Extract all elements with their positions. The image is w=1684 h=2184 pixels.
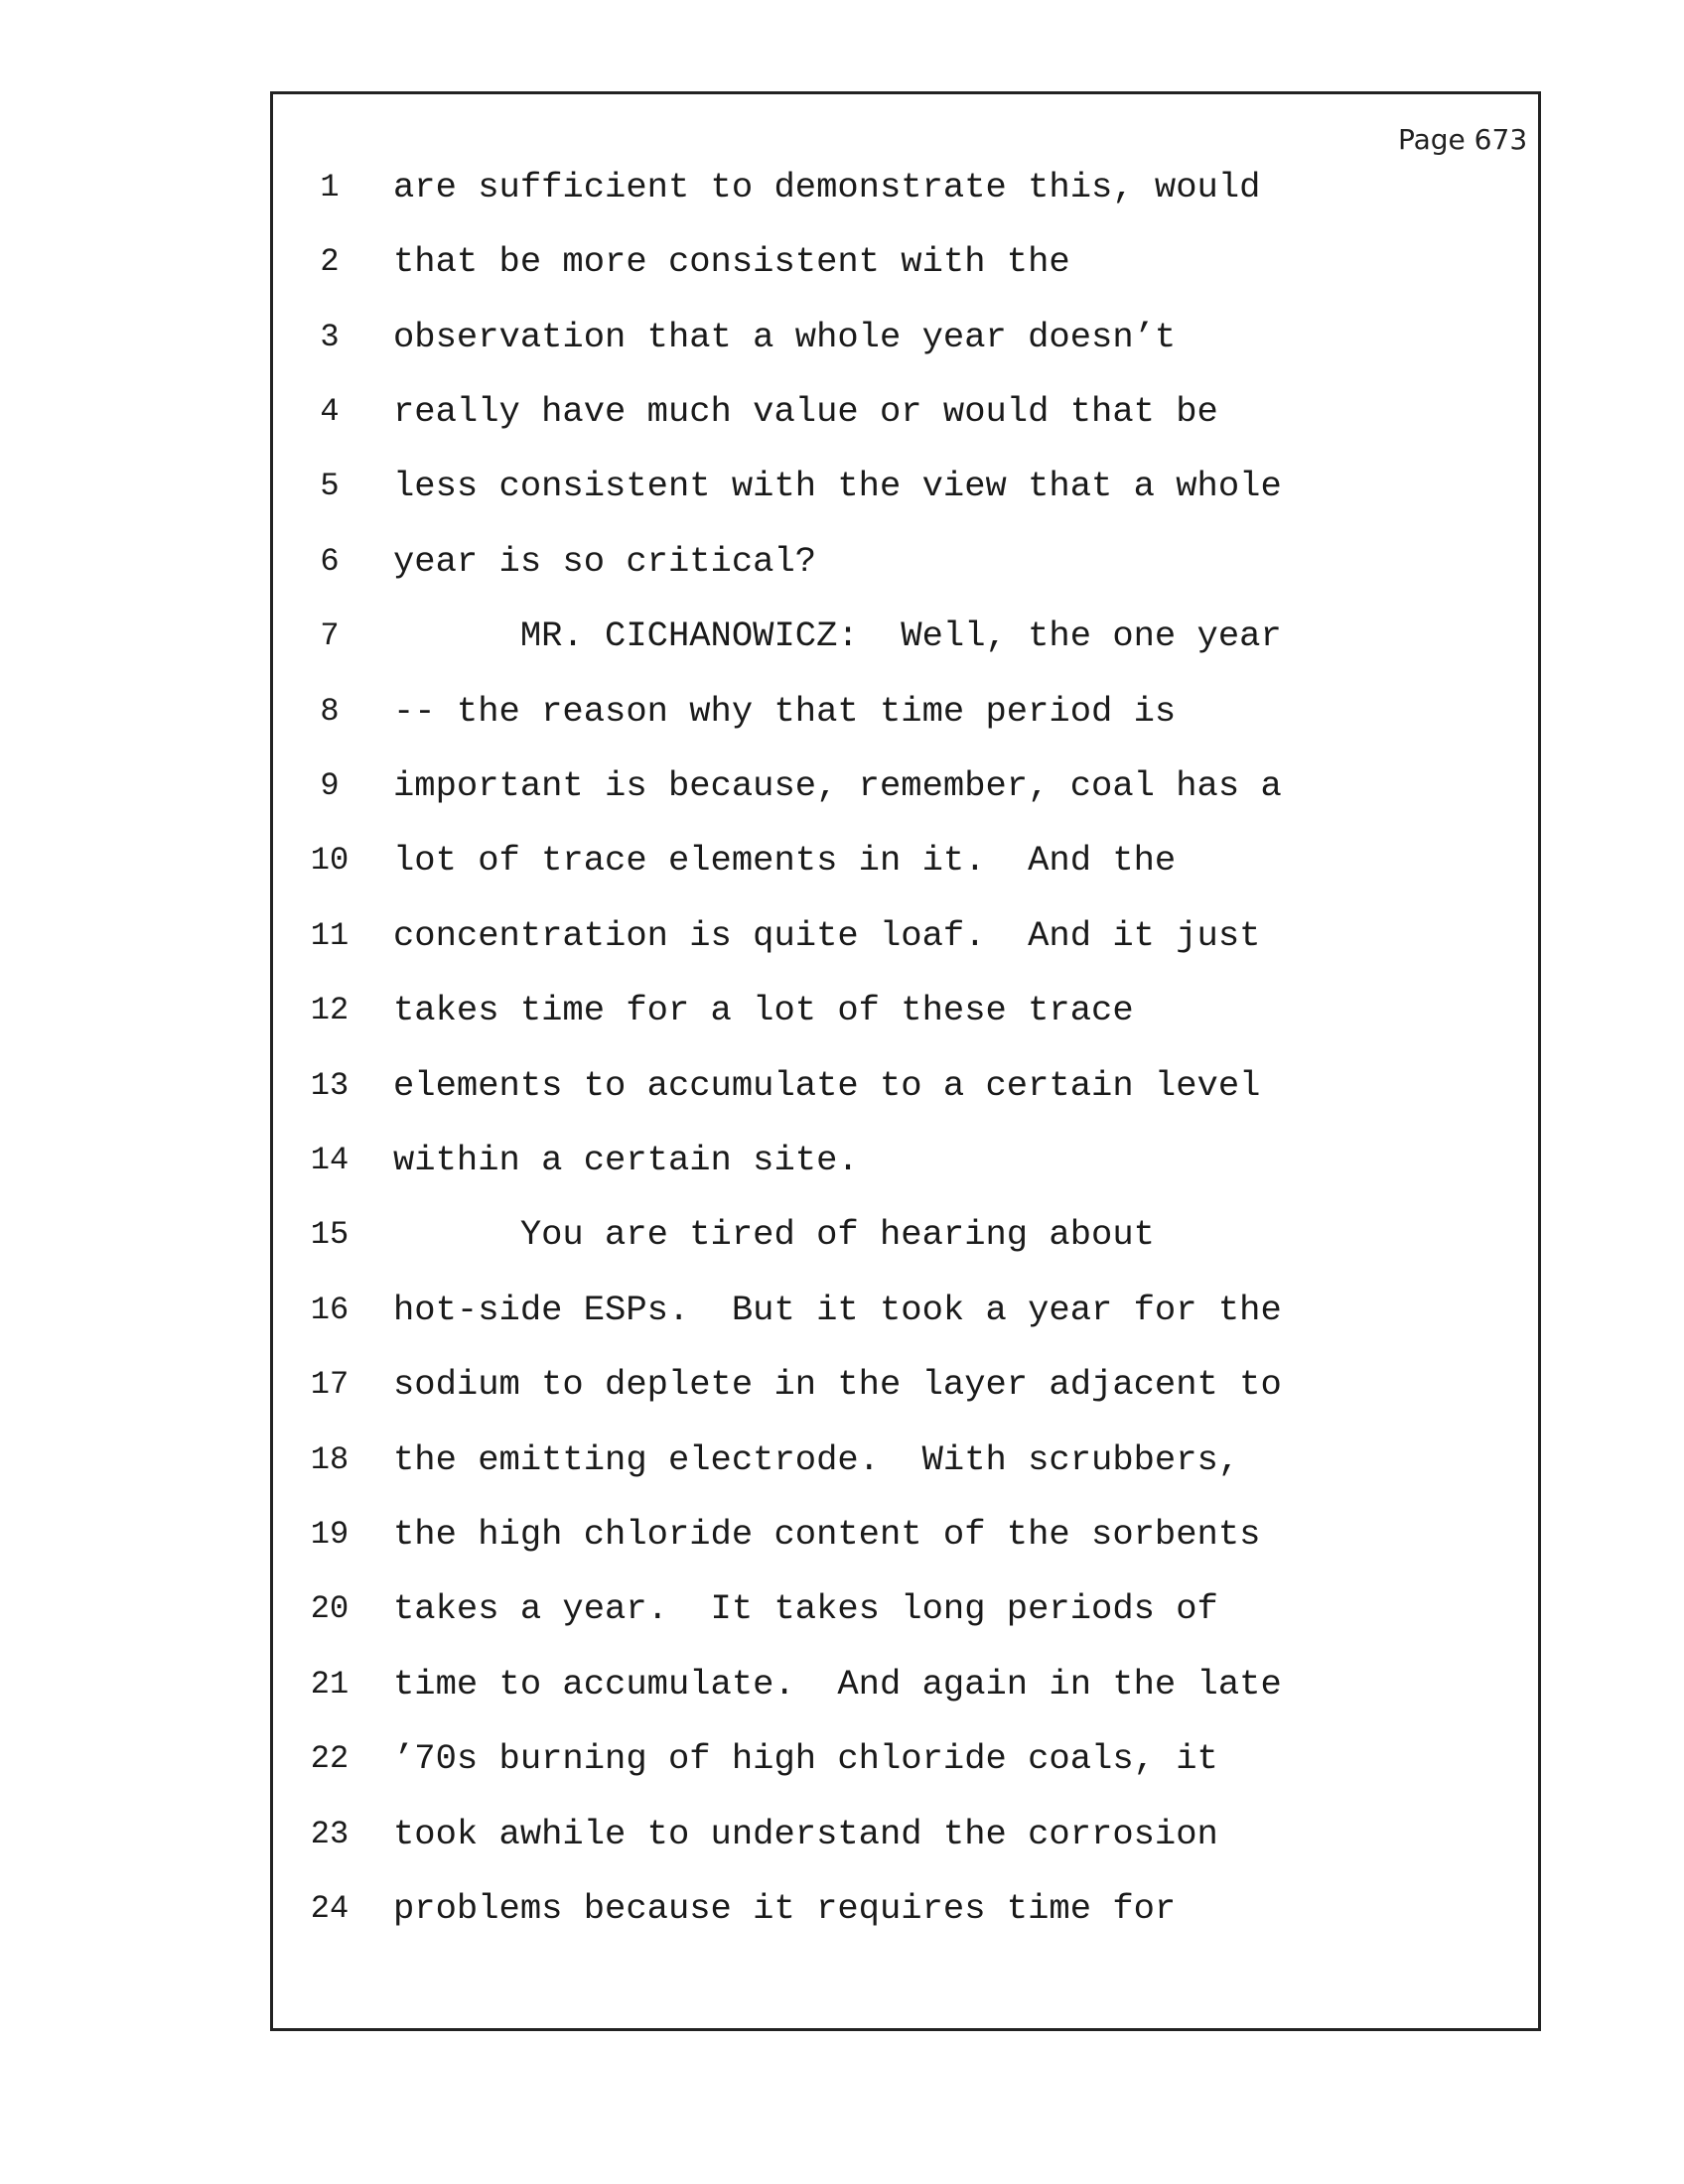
line-number: 15 [310,1215,350,1253]
transcript-line [288,1728,1410,1788]
line-number: 4 [320,392,340,430]
line-number: 7 [320,616,340,654]
transcript-line [288,1354,1410,1414]
line-text: took awhile to understand the corrosion [393,1813,1218,1854]
line-number: 9 [320,766,340,804]
transcript-line [288,1204,1410,1264]
line-number: 5 [320,467,340,504]
line-number: 20 [310,1589,350,1627]
line-number: 23 [310,1815,350,1852]
line-text: concentration is quite loaf. And it just [393,914,1261,956]
line-number: 2 [320,242,340,280]
line-text: MR. CICHANOWICZ: Well, the one year [393,614,1282,656]
line-text: sodium to deplete in the layer adjacent to [393,1363,1282,1405]
line-text: really have much value or would that be [393,390,1218,432]
transcript-line [288,307,1410,366]
line-text: elements to accumulate to a certain level [393,1064,1261,1106]
line-number: 16 [310,1291,350,1328]
transcript-line [288,381,1410,441]
line-text: ’70s burning of high chloride coals, it [393,1737,1218,1779]
line-number: 18 [310,1440,350,1478]
line-number: 22 [310,1739,350,1777]
transcript-line [288,606,1410,665]
transcript-line [288,1578,1410,1638]
transcript-line [288,1430,1410,1489]
line-text: time to accumulate. And again in the late [393,1663,1282,1705]
line-text: You are tired of hearing about [393,1213,1155,1255]
line-number: 1 [320,168,340,205]
transcript-line [288,905,1410,965]
line-text: hot-side ESPs. But it took a year for the [393,1289,1282,1330]
page-number: Page 673 [1398,123,1528,156]
line-text: the high chloride content of the sorbents [393,1513,1261,1555]
line-text: less consistent with the view that a whole [393,465,1282,506]
transcript-line [288,157,1410,216]
line-text: problems because it requires time for [393,1887,1177,1929]
transcript-line [288,456,1410,515]
line-text: takes a year. It takes long periods of [393,1587,1218,1629]
line-text: lot of trace elements in it. And the [393,839,1177,881]
line-number: 8 [320,692,340,730]
line-text: important is because, remember, coal has a [393,764,1282,806]
line-number: 12 [310,991,350,1028]
line-number: 3 [320,318,340,355]
line-text: that be more consistent with the [393,240,1070,282]
line-text: year is so critical? [393,540,817,582]
transcript-line [288,1130,1410,1189]
transcript-line [288,755,1410,815]
transcript-line [288,681,1410,741]
transcript-line [288,830,1410,889]
line-text: -- the reason why that time period is [393,690,1177,732]
transcript-line [288,1504,1410,1564]
transcript-line [288,1280,1410,1339]
line-number: 13 [310,1066,350,1104]
line-number: 21 [310,1665,350,1703]
line-number: 14 [310,1141,350,1178]
line-number: 11 [310,916,350,954]
line-number: 19 [310,1515,350,1553]
line-text: the emitting electrode. With scrubbers, [393,1438,1240,1480]
line-number: 24 [310,1889,350,1927]
transcript-line [288,531,1410,591]
transcript-line [288,1654,1410,1713]
line-number: 6 [320,542,340,580]
line-text: are sufficient to demonstrate this, would [393,166,1261,207]
transcript-line [288,1055,1410,1115]
transcript-line [288,231,1410,291]
line-number: 10 [310,841,350,879]
line-number: 17 [310,1365,350,1403]
line-text: within a certain site. [393,1139,859,1180]
transcript-line [288,980,1410,1039]
line-text: observation that a whole year doesn’t [393,316,1177,357]
line-text: takes time for a lot of these trace [393,989,1134,1030]
transcript-line [288,1878,1410,1938]
transcript-line [288,1804,1410,1863]
